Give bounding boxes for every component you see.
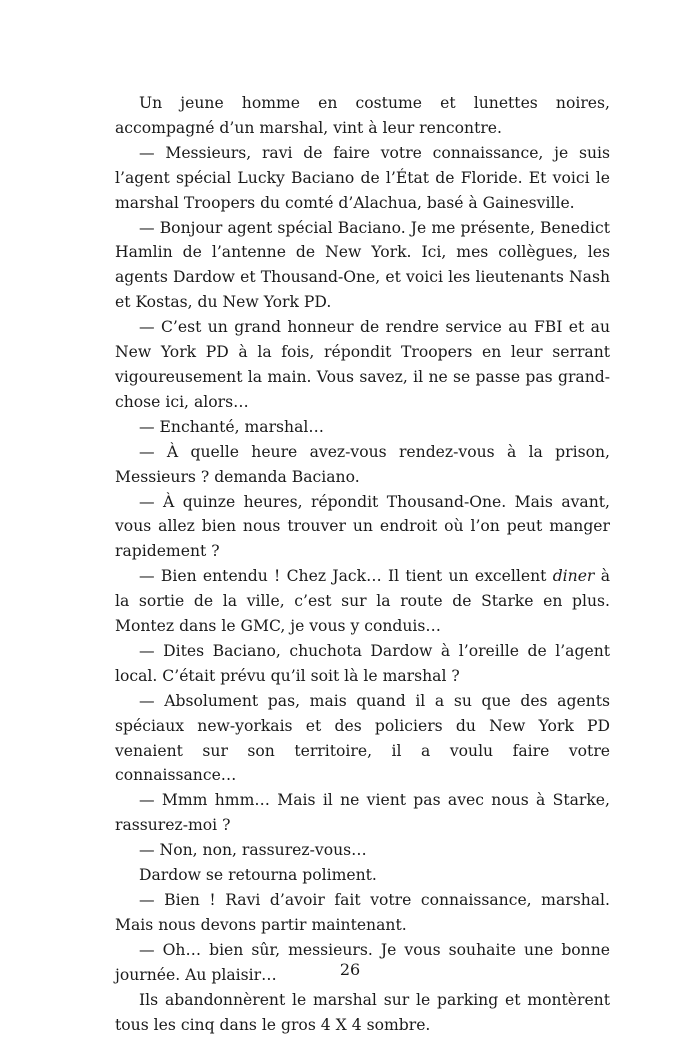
paragraph-16: Ils abandonnèrent le marshal sur le parking et montèrent tous les cinq dans le gros 4 X 4 sombre. bbox=[115, 990, 610, 1034]
paragraph-10: — Absolument pas, mais quand il a su que des agents spéciaux new-yorkais et des policiers du New York PD venaient sur son territoire, il a voulu faire votre connaissance… bbox=[115, 691, 610, 785]
paragraph-9: — Dites Baciano, chuchota Dardow à l’oreille de l’agent local. C’était prévu qu’il soit là le marshal ? bbox=[115, 641, 610, 685]
paragraph-7: — À quinze heures, répondit Thousand-One. Mais avant, vous allez bien nous trouver un endroit où l’on peut manger rapidement ? bbox=[115, 492, 610, 561]
paragraph-8-italic-word: diner bbox=[552, 567, 595, 586]
paragraph-14: — Bien ! Ravi d’avoir fait votre connaissance, marshal. Mais nous devons partir maintenant. bbox=[115, 891, 610, 934]
paragraph-13: Dardow se retourna poliment. bbox=[139, 866, 377, 885]
paragraph-5: — Enchanté, marshal… bbox=[139, 417, 324, 436]
paragraph-4: — C’est un grand honneur de rendre service au FBI et au New York PD à la fois, répondit Troopers en leur serrant vigoureusement la main. Vous savez, il ne se passe pas grand-chose ici, alors… bbox=[115, 318, 610, 411]
paragraph-11: — Mmm hmm… Mais il ne vient pas avec nous à Starke, rassurez-moi ? bbox=[115, 791, 610, 835]
paragraph-3: — Bonjour agent spécial Baciano. Je me présente, Benedict Hamlin de l’antenne de New York. Ici, mes collègues, les agents Dardow et Thousand-One, et voici les lieutenants Nash et Kostas, du New York PD. bbox=[115, 218, 610, 312]
paragraph-15: — Oh… bien sûr, messieurs. Je vous souhaite une bonne journée. Au plaisir… bbox=[115, 940, 610, 984]
paragraph-12: — Non, non, rassurez-vous… bbox=[139, 841, 367, 860]
paragraph-1: Un jeune homme en costume et lunettes noires, accompagné d’un marshal, vint à leur rencontre. bbox=[115, 94, 610, 137]
body-text bbox=[115, 91, 610, 1037]
paragraph-8 bbox=[115, 564, 610, 639]
paragraph-8-text-after: à la sortie de la ville, c’est sur la route de Starke en plus. Montez dans le GMC, je vous y conduis… bbox=[115, 567, 610, 636]
paragraph-8-text-before: — Bien entendu ! Chez Jack… Il tient un excellent bbox=[139, 567, 553, 586]
page-number: 26 bbox=[339, 960, 361, 979]
paragraph-6: — À quelle heure avez-vous rendez-vous à la prison, Messieurs ? demanda Baciano. bbox=[115, 442, 610, 486]
paragraph-2: — Messieurs, ravi de faire votre connaissance, je suis l’agent spécial Lucky Baciano de l’État de Floride. Et voici le marshal Troopers du comté d’Alachua, basé à Gainesville. bbox=[115, 143, 610, 212]
